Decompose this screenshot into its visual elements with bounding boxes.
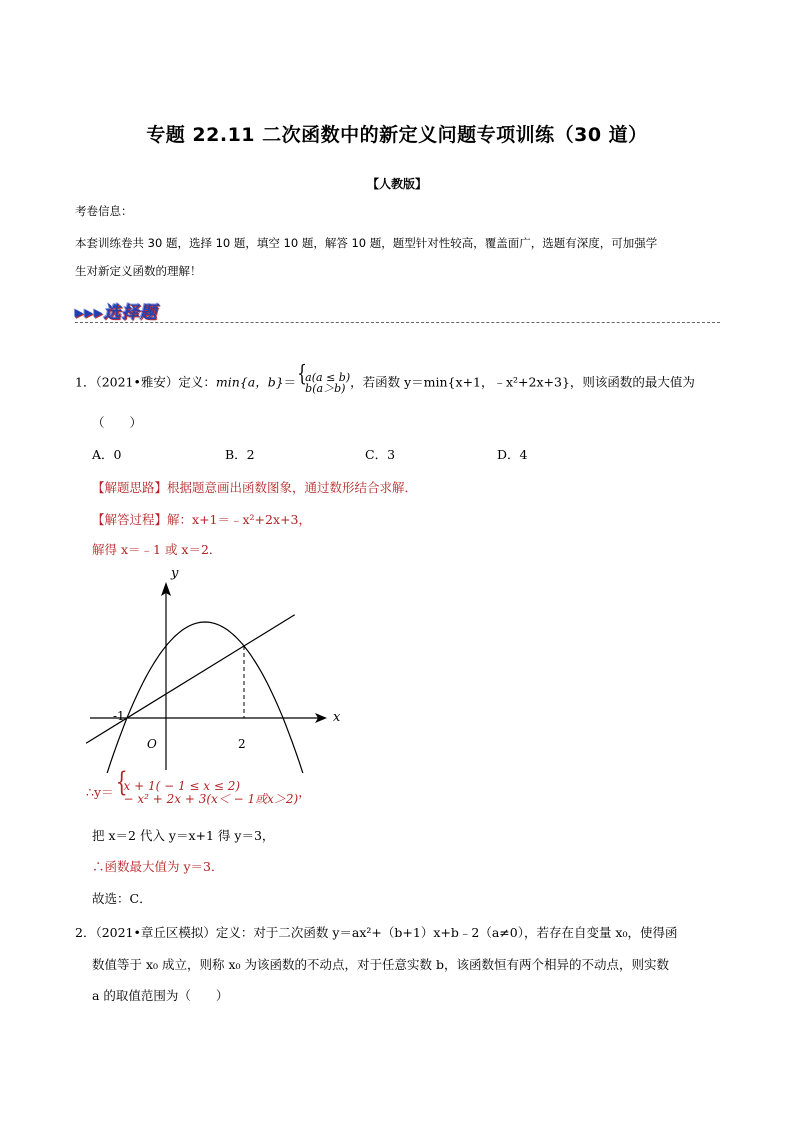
result-case-2: − x² + 2x + 3(x＜ − 1或x＞2) bbox=[123, 792, 299, 806]
solve-line: 解得 x＝﹣1 或 x＝2． bbox=[92, 542, 222, 557]
piecewise-result bbox=[86, 780, 311, 806]
x-two-label: 2 bbox=[238, 737, 246, 751]
result-case-1: { x + 1( − 1 ≤ x ≤ 2) bbox=[123, 779, 241, 793]
neg1-label: -1 bbox=[113, 709, 125, 723]
solution-process bbox=[92, 510, 311, 528]
option-b: B．2 bbox=[225, 447, 255, 462]
intro-text-line1: 本套训练卷共 30 题，选择 10 题，填空 10 题，解答 10 题，题型针对性较高，覆盖面广，选题有深度，可加强学 bbox=[75, 236, 658, 250]
question-number: 2． bbox=[75, 925, 96, 940]
banner-divider bbox=[75, 322, 720, 323]
answer-blank: （ ） bbox=[92, 415, 143, 430]
result-cases bbox=[114, 780, 299, 806]
question-2-line1: 2．（2021•章丘区模拟）定义：对于二次函数 y＝ax²+（b+1）x+b﹣2（a≠0），若存在自变量 x₀，使得函 bbox=[75, 925, 678, 940]
question-1-stem bbox=[75, 372, 695, 394]
definition-eq: ＝ bbox=[283, 374, 297, 390]
origin-label: O bbox=[147, 737, 157, 751]
section-banner bbox=[75, 298, 720, 326]
idea-label: 【解题思路】 bbox=[92, 480, 168, 495]
process-text: 解：x+1＝﹣x²+2x+3， bbox=[167, 512, 311, 527]
section-banner-text: ▸▸▸选择题 bbox=[75, 303, 158, 323]
y-axis-label: y bbox=[171, 566, 179, 581]
function-graph bbox=[85, 558, 345, 773]
question-number: 1． bbox=[75, 374, 96, 390]
question-2-line3: a 的取值范围为（ ） bbox=[92, 988, 229, 1003]
question-2-line2: 数值等于 x₀ 成立，则称 x₀ 为该函数的不动点，对于任意实数 b，该函数恒有两个相异的不动点，则实数 bbox=[92, 957, 669, 972]
result-prefix: ∴y＝ bbox=[86, 784, 114, 800]
intro-text-line2: 生对新定义函数的理解！ bbox=[75, 264, 202, 278]
question-source: （2021•雅安）定义： bbox=[95, 374, 216, 390]
intro-label: 考卷信息： bbox=[75, 204, 133, 218]
definition-fn: min{a，b} bbox=[215, 374, 284, 390]
banner-arrows-icon: ▸▸▸ bbox=[75, 303, 104, 323]
line-curve bbox=[86, 615, 295, 743]
idea-text: 根据题意画出函数图象，通过数形结合求解． bbox=[167, 480, 418, 495]
definition-case-2: b(a＞b) bbox=[305, 382, 346, 395]
definition-cases bbox=[296, 372, 350, 394]
question-text: ，若函数 y＝min{x+1，﹣x²+2x+3}，则该函数的最大值为 bbox=[350, 374, 695, 390]
parabola-curve bbox=[106, 622, 305, 773]
solution-idea bbox=[92, 478, 417, 496]
option-c: C．3 bbox=[365, 447, 396, 462]
max-value-line: ∴函数最大值为 y＝3． bbox=[92, 859, 224, 874]
definition-case-1: { a(a ≤ b) bbox=[305, 371, 351, 384]
x-axis-label: x bbox=[333, 710, 341, 725]
result-suffix: ， bbox=[298, 784, 311, 800]
option-d: D．4 bbox=[497, 447, 528, 462]
process-label: 【解答过程】 bbox=[92, 512, 168, 527]
option-a: A．0 bbox=[92, 447, 122, 462]
edition-label: 【人教版】 bbox=[366, 177, 427, 191]
answer-line: 故选：C． bbox=[92, 891, 152, 906]
document-title: 专题 22.11 二次函数中的新定义问题专项训练（30 道） bbox=[146, 124, 648, 146]
substitute-line: 把 x＝2 代入 y＝x+1 得 y＝3， bbox=[92, 828, 275, 843]
